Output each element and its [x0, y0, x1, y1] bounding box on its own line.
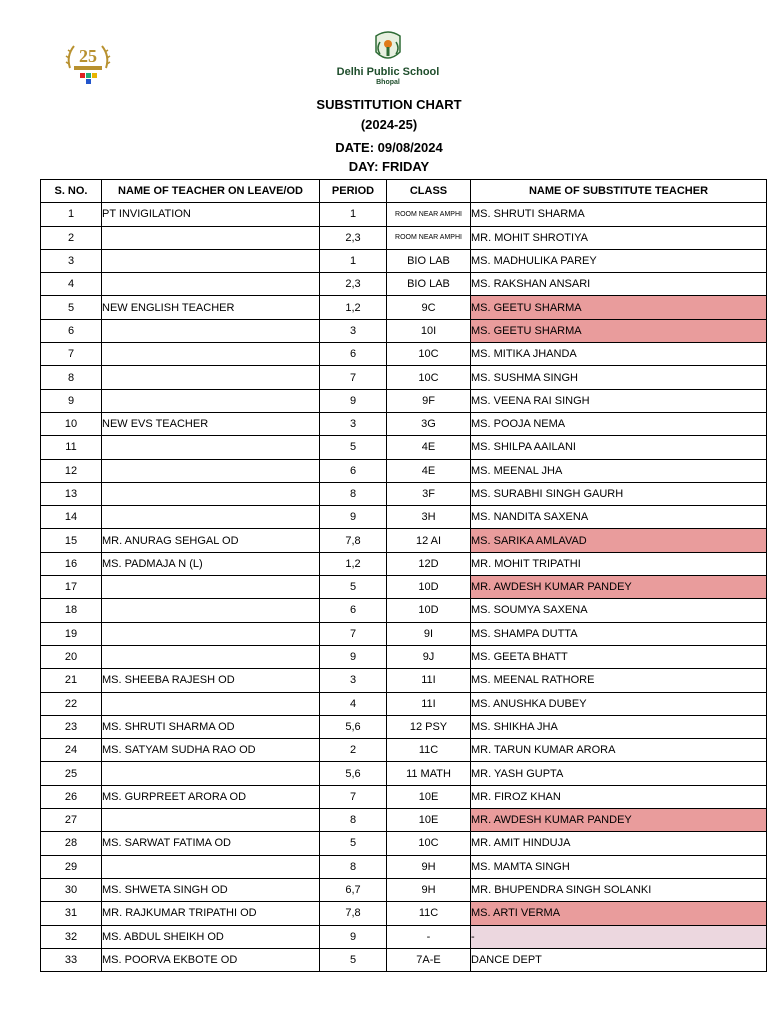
cell-period: 9: [320, 645, 387, 668]
cell-teacher: [102, 226, 320, 249]
table-row: [41, 203, 767, 226]
cell-period: 7: [320, 622, 387, 645]
cell-class: 11I: [387, 692, 471, 715]
table-row: [41, 296, 767, 319]
cell-sno: 25: [41, 762, 102, 785]
cell-teacher: [102, 273, 320, 296]
cell-substitute: MS. SHAMPA DUTTA: [471, 622, 767, 645]
table-row: [41, 878, 767, 901]
cell-class: 10D: [387, 599, 471, 622]
cell-sno: 26: [41, 785, 102, 808]
cell-period: 8: [320, 855, 387, 878]
cell-teacher: MS. SHWETA SINGH OD: [102, 878, 320, 901]
cell-substitute: MS. MADHULIKA PAREY: [471, 249, 767, 272]
table-row: [41, 436, 767, 459]
cell-sno: 32: [41, 925, 102, 948]
cell-substitute: MS. SUSHMA SINGH: [471, 366, 767, 389]
table-row: [41, 249, 767, 272]
table-row: [41, 809, 767, 832]
chart-title: SUBSTITUTION CHART: [316, 97, 462, 112]
cell-sno: 19: [41, 622, 102, 645]
cell-sno: 11: [41, 436, 102, 459]
cell-teacher: [102, 576, 320, 599]
cell-substitute: MS. GEETA BHATT: [471, 645, 767, 668]
cell-sno: 17: [41, 576, 102, 599]
cell-class: 10E: [387, 809, 471, 832]
chart-session: (2024-25): [360, 117, 418, 132]
cell-period: 3: [320, 669, 387, 692]
cell-sno: 31: [41, 902, 102, 925]
cell-teacher: PT INVIGILATION: [102, 203, 320, 226]
table-row: [41, 273, 767, 296]
cell-class: -: [387, 925, 471, 948]
cell-class: 10D: [387, 576, 471, 599]
cell-substitute: MS. MAMTA SINGH: [471, 855, 767, 878]
substitution-table: [40, 179, 767, 972]
cell-substitute: MS. GEETU SHARMA: [471, 296, 767, 319]
cell-teacher: MS. PADMAJA N (L): [102, 552, 320, 575]
cell-period: 2,3: [320, 273, 387, 296]
col-header-class: CLASS: [387, 180, 471, 203]
table-row: [41, 599, 767, 622]
cell-sno: 28: [41, 832, 102, 855]
table-row: [41, 832, 767, 855]
svg-text:25: 25: [79, 46, 97, 66]
cell-sno: 10: [41, 412, 102, 435]
cell-class: ROOM NEAR AMPHI: [387, 203, 471, 226]
cell-substitute: MS. SHRUTI SHARMA: [471, 203, 767, 226]
cell-sno: 24: [41, 739, 102, 762]
cell-sno: 16: [41, 552, 102, 575]
cell-teacher: MS. POORVA EKBOTE OD: [102, 948, 320, 971]
cell-class: 11C: [387, 739, 471, 762]
cell-teacher: [102, 599, 320, 622]
table-row: [41, 552, 767, 575]
cell-period: 7: [320, 366, 387, 389]
cell-period: 6,7: [320, 878, 387, 901]
cell-class: 9J: [387, 645, 471, 668]
cell-teacher: [102, 319, 320, 342]
anniversary-logo-icon: [60, 38, 116, 86]
cell-sno: 18: [41, 599, 102, 622]
table-row: [41, 412, 767, 435]
cell-sno: 1: [41, 203, 102, 226]
table-header-row: [41, 180, 767, 203]
cell-substitute: MS. SHIKHA JHA: [471, 715, 767, 738]
cell-substitute: MR. MOHIT TRIPATHI: [471, 552, 767, 575]
cell-class: 3F: [387, 482, 471, 505]
table-row: [41, 669, 767, 692]
school-name: Delhi Public School: [336, 66, 440, 78]
table-row: [41, 622, 767, 645]
cell-substitute: MS. SOUMYA SAXENA: [471, 599, 767, 622]
cell-class: 10C: [387, 366, 471, 389]
cell-class: BIO LAB: [387, 249, 471, 272]
cell-class: 3G: [387, 412, 471, 435]
cell-class: 10C: [387, 832, 471, 855]
cell-period: 5: [320, 436, 387, 459]
cell-substitute: MR. AMIT HINDUJA: [471, 832, 767, 855]
cell-class: 12D: [387, 552, 471, 575]
cell-period: 4: [320, 692, 387, 715]
cell-substitute: MS. VEENA RAI SINGH: [471, 389, 767, 412]
table-row: [41, 506, 767, 529]
cell-teacher: MS. ABDUL SHEIKH OD: [102, 925, 320, 948]
cell-teacher: [102, 622, 320, 645]
cell-teacher: [102, 366, 320, 389]
cell-substitute: MR. AWDESH KUMAR PANDEY: [471, 576, 767, 599]
cell-teacher: MS. SARWAT FATIMA OD: [102, 832, 320, 855]
cell-teacher: MR. RAJKUMAR TRIPATHI OD: [102, 902, 320, 925]
table-row: [41, 692, 767, 715]
cell-sno: 2: [41, 226, 102, 249]
cell-period: 2,3: [320, 226, 387, 249]
cell-sno: 22: [41, 692, 102, 715]
cell-substitute: MS. ARTI VERMA: [471, 902, 767, 925]
cell-period: 9: [320, 389, 387, 412]
col-header-period: PERIOD: [320, 180, 387, 203]
cell-class: 12 PSY: [387, 715, 471, 738]
table-row: [41, 343, 767, 366]
cell-substitute: MS. GEETU SHARMA: [471, 319, 767, 342]
cell-period: 7: [320, 785, 387, 808]
cell-teacher: [102, 855, 320, 878]
cell-teacher: MS. SATYAM SUDHA RAO OD: [102, 739, 320, 762]
cell-sno: 23: [41, 715, 102, 738]
col-header-sno: S. NO.: [41, 180, 102, 203]
col-header-teacher: NAME OF TEACHER ON LEAVE/OD: [102, 180, 320, 203]
cell-period: 8: [320, 809, 387, 832]
cell-sno: 12: [41, 459, 102, 482]
cell-class: 9H: [387, 855, 471, 878]
cell-teacher: MS. SHRUTI SHARMA OD: [102, 715, 320, 738]
cell-sno: 14: [41, 506, 102, 529]
cell-substitute: MS. SURABHI SINGH GAURH: [471, 482, 767, 505]
cell-substitute: MR. YASH GUPTA: [471, 762, 767, 785]
table-row: [41, 902, 767, 925]
cell-teacher: MS. GURPREET ARORA OD: [102, 785, 320, 808]
cell-sno: 29: [41, 855, 102, 878]
table-row: [41, 739, 767, 762]
cell-sno: 3: [41, 249, 102, 272]
table-row: [41, 576, 767, 599]
cell-sno: 4: [41, 273, 102, 296]
cell-teacher: [102, 482, 320, 505]
cell-teacher: NEW ENGLISH TEACHER: [102, 296, 320, 319]
cell-substitute: MS. SHILPA AAILANI: [471, 436, 767, 459]
cell-sno: 9: [41, 389, 102, 412]
table-row: [41, 785, 767, 808]
cell-teacher: [102, 436, 320, 459]
cell-sno: 8: [41, 366, 102, 389]
cell-period: 2: [320, 739, 387, 762]
cell-teacher: [102, 762, 320, 785]
cell-period: 5,6: [320, 715, 387, 738]
table-row: [41, 948, 767, 971]
cell-teacher: NEW EVS TEACHER: [102, 412, 320, 435]
table-row: [41, 529, 767, 552]
cell-substitute: MR. FIROZ KHAN: [471, 785, 767, 808]
cell-period: 1: [320, 203, 387, 226]
cell-period: 8: [320, 482, 387, 505]
cell-class: 9I: [387, 622, 471, 645]
cell-teacher: [102, 343, 320, 366]
cell-class: 9F: [387, 389, 471, 412]
cell-teacher: [102, 506, 320, 529]
cell-teacher: [102, 645, 320, 668]
cell-substitute: MS. SARIKA AMLAVAD: [471, 529, 767, 552]
cell-sno: 20: [41, 645, 102, 668]
cell-period: 9: [320, 925, 387, 948]
cell-period: 6: [320, 599, 387, 622]
cell-sno: 27: [41, 809, 102, 832]
cell-substitute: MR. TARUN KUMAR ARORA: [471, 739, 767, 762]
cell-period: 6: [320, 343, 387, 366]
cell-class: 10C: [387, 343, 471, 366]
cell-teacher: [102, 459, 320, 482]
cell-substitute: DANCE DEPT: [471, 948, 767, 971]
cell-teacher: MR. ANURAG SEHGAL OD: [102, 529, 320, 552]
cell-class: 11I: [387, 669, 471, 692]
cell-class: 9C: [387, 296, 471, 319]
chart-day: DAY: FRIDAY: [348, 159, 430, 174]
table-row: [41, 226, 767, 249]
cell-sno: 7: [41, 343, 102, 366]
cell-substitute: MS. MEENAL JHA: [471, 459, 767, 482]
cell-substitute: MS. MEENAL RATHORE: [471, 669, 767, 692]
chart-date: DATE: 09/08/2024: [335, 140, 443, 155]
table-row: [41, 855, 767, 878]
cell-period: 5: [320, 948, 387, 971]
table-row: [41, 366, 767, 389]
cell-period: 3: [320, 412, 387, 435]
cell-substitute: MR. BHUPENDRA SINGH SOLANKI: [471, 878, 767, 901]
cell-substitute: MS. NANDITA SAXENA: [471, 506, 767, 529]
cell-period: 5,6: [320, 762, 387, 785]
table-row: [41, 459, 767, 482]
cell-sno: 6: [41, 319, 102, 342]
cell-substitute: MS. RAKSHAN ANSARI: [471, 273, 767, 296]
cell-class: 4E: [387, 459, 471, 482]
cell-teacher: [102, 809, 320, 832]
cell-sno: 21: [41, 669, 102, 692]
table-row: [41, 319, 767, 342]
cell-substitute: MR. MOHIT SHROTIYA: [471, 226, 767, 249]
cell-period: 7,8: [320, 902, 387, 925]
cell-period: 1,2: [320, 552, 387, 575]
table-row: [41, 762, 767, 785]
table-row: [41, 925, 767, 948]
cell-class: 11C: [387, 902, 471, 925]
cell-substitute: MR. AWDESH KUMAR PANDEY: [471, 809, 767, 832]
cell-period: 1,2: [320, 296, 387, 319]
cell-teacher: [102, 389, 320, 412]
cell-class: 11 MATH: [387, 762, 471, 785]
cell-class: 9H: [387, 878, 471, 901]
cell-substitute: MS. POOJA NEMA: [471, 412, 767, 435]
cell-class: 4E: [387, 436, 471, 459]
table-row: [41, 715, 767, 738]
table-row: [41, 482, 767, 505]
cell-class: ROOM NEAR AMPHI: [387, 226, 471, 249]
cell-substitute: -: [471, 925, 767, 948]
cell-substitute: MS. ANUSHKA DUBEY: [471, 692, 767, 715]
cell-sno: 30: [41, 878, 102, 901]
cell-class: 12 AI: [387, 529, 471, 552]
cell-sno: 33: [41, 948, 102, 971]
table-row: [41, 645, 767, 668]
cell-period: 7,8: [320, 529, 387, 552]
cell-sno: 5: [41, 296, 102, 319]
table-row: [41, 389, 767, 412]
cell-sno: 15: [41, 529, 102, 552]
col-header-substitute: NAME OF SUBSTITUTE TEACHER: [471, 180, 767, 203]
cell-teacher: [102, 249, 320, 272]
cell-teacher: [102, 692, 320, 715]
cell-period: 1: [320, 249, 387, 272]
cell-class: 10I: [387, 319, 471, 342]
cell-class: 3H: [387, 506, 471, 529]
cell-period: 6: [320, 459, 387, 482]
cell-period: 5: [320, 576, 387, 599]
cell-class: 10E: [387, 785, 471, 808]
cell-period: 3: [320, 319, 387, 342]
school-city: Bhopal: [376, 79, 400, 86]
cell-class: 7A-E: [387, 948, 471, 971]
cell-teacher: MS. SHEEBA RAJESH OD: [102, 669, 320, 692]
cell-class: BIO LAB: [387, 273, 471, 296]
cell-substitute: MS. MITIKA JHANDA: [471, 343, 767, 366]
cell-sno: 13: [41, 482, 102, 505]
cell-period: 5: [320, 832, 387, 855]
cell-period: 9: [320, 506, 387, 529]
